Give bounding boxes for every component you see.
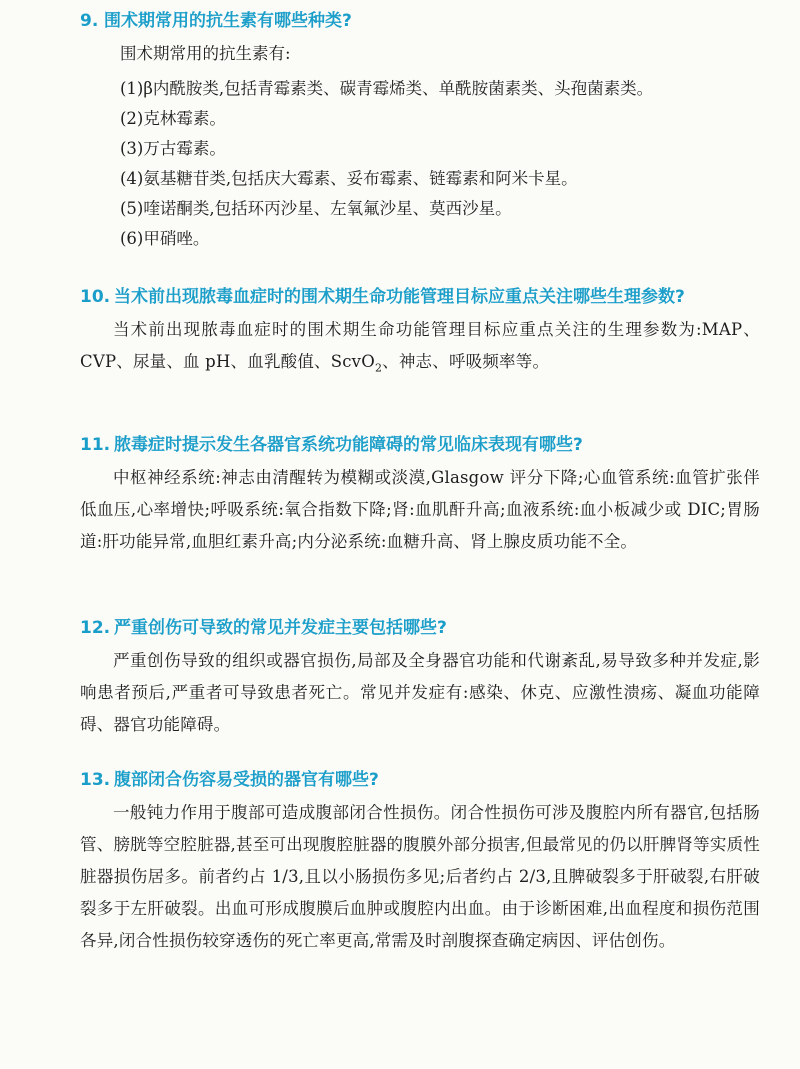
answer-text: 当术前出现脓毒血症时的围术期生命功能管理目标应重点关注的生理参数为:MAP、CVP、尿量、血 pH、血乳酸值、ScvO [80, 320, 760, 371]
section-11 [80, 430, 760, 558]
question-number: 13. [80, 770, 111, 790]
answer-13-body: 一般钝力作用于腹部可造成腹部闭合性损伤。闭合性损伤可涉及腹腔内所有器官,包括肠管、膀胱等空腔脏器,甚至可出现腹腔脏器的腹膜外部分损害,但最常见的仍以肝脾肾等实质性脏器损伤居多。前者约占 1/3,且以小肠损伤多见;后者约占 2/3,且脾破裂多于肝破裂,右肝破裂多于左肝破裂。出血可形成腹膜后血肿或腹腔内出血。由于诊断困难,出血程度和损伤范围各异,闭合性损伤较穿透伤的死亡率更高,常需及时剖腹探查确定病因、评估创伤。 [80, 803, 760, 950]
answer-9-intro: 围术期常用的抗生素有: [120, 44, 291, 63]
question-text: 围术期常用的抗生素有哪些种类? [104, 11, 352, 31]
question-13-title [80, 765, 760, 795]
question-number: 11. [80, 435, 111, 455]
question-11-title [80, 430, 760, 460]
section-12 [80, 613, 760, 741]
answer-text: 、神志、呼吸频率等。 [382, 352, 550, 371]
section-10 [80, 282, 760, 384]
section-9 [80, 6, 760, 254]
list-item: (3)万古霉素。 [120, 139, 226, 158]
question-number: 9. [80, 11, 99, 31]
question-10-title [80, 282, 760, 312]
question-text: 严重创伤可导致的常见并发症主要包括哪些? [114, 618, 447, 638]
list-item: (4)氨基糖苷类,包括庆大霉素、妥布霉素、链霉素和阿米卡星。 [120, 169, 578, 188]
question-number: 12. [80, 618, 111, 638]
answer-11-body: 中枢神经系统:神志由清醒转为模糊或淡漠,Glasgow 评分下降;心血管系统:血管扩张伴低血压,心率增快;呼吸系统:氧合指数下降;肾:血肌酐升高;血液系统:血小板减少或 DIC;胃肠道:肝功能异常,血胆红素升高;内分泌系统:血糖升高、肾上腺皮质功能不全。 [80, 468, 760, 551]
question-text: 腹部闭合伤容易受损的器官有哪些? [114, 770, 379, 790]
list-item: (6)甲硝唑。 [120, 229, 210, 248]
question-12-title [80, 613, 760, 643]
answer-10-body [80, 314, 760, 384]
list-item: (1)β内酰胺类,包括青霉素类、碳青霉烯类、单酰胺菌素类、头孢菌素类。 [120, 79, 654, 98]
subscript: 2 [374, 361, 383, 375]
question-text: 当术前出现脓毒血症时的围术期生命功能管理目标应重点关注哪些生理参数? [114, 287, 685, 307]
list-item: (2)克林霉素。 [120, 109, 226, 128]
question-9-title [80, 6, 760, 36]
list-item: (5)喹诺酮类,包括环丙沙星、左氧氟沙星、莫西沙星。 [120, 199, 512, 218]
question-text: 脓毒症时提示发生各器官系统功能障碍的常见临床表现有哪些? [114, 435, 583, 455]
section-13 [80, 765, 760, 957]
answer-12-body: 严重创伤导致的组织或器官损伤,局部及全身器官功能和代谢紊乱,易导致多种并发症,影响患者预后,严重者可导致患者死亡。常见并发症有:感染、休克、应激性溃疡、凝血功能障碍、器官功能障碍。 [80, 651, 760, 734]
question-number: 10. [80, 287, 111, 307]
